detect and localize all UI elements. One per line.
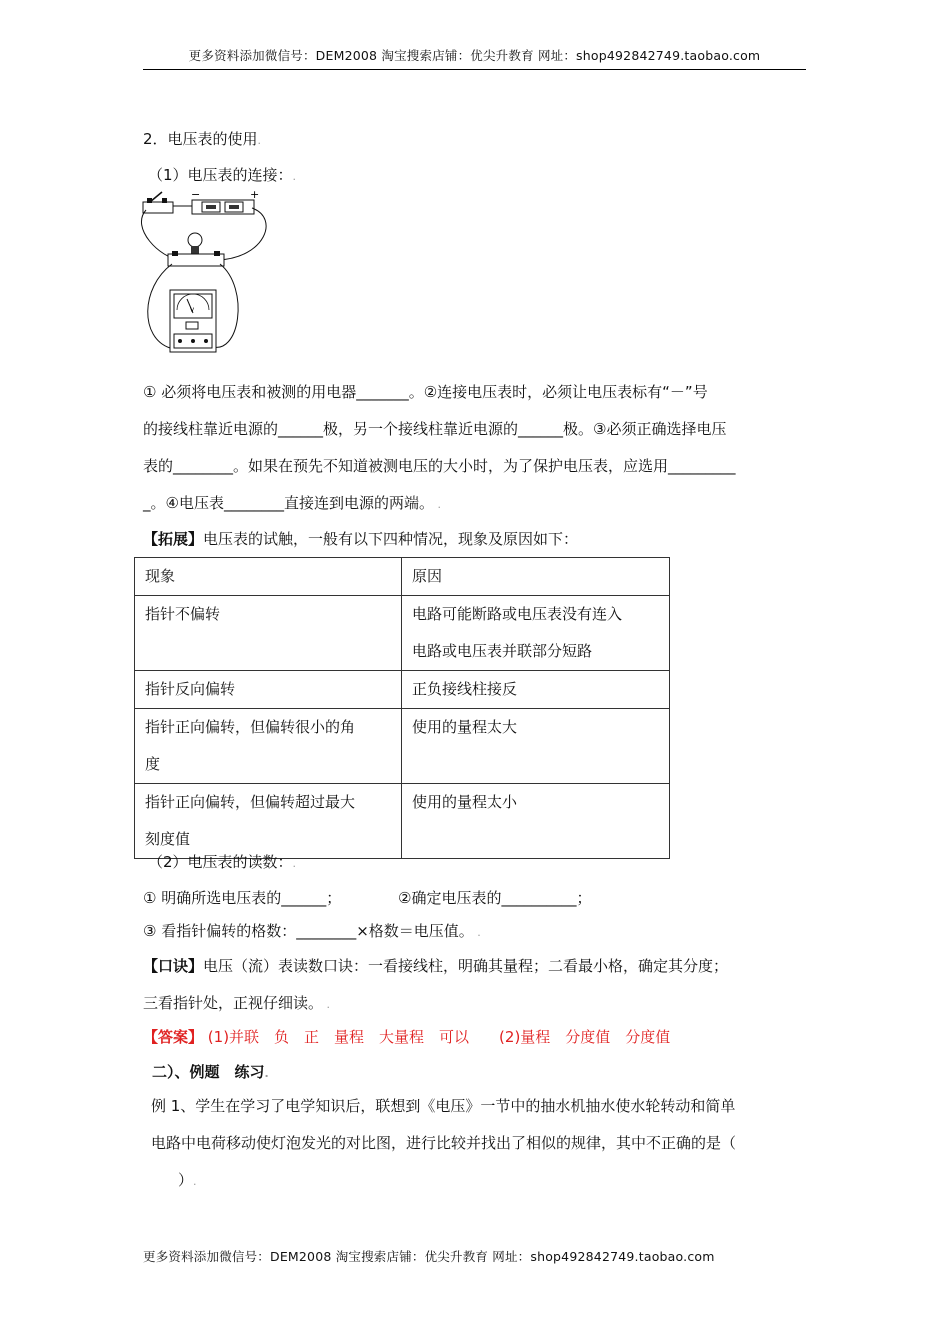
table-row	[135, 596, 670, 671]
switch-icon	[143, 192, 173, 213]
para1-line3: 表的________。如果在预先不知道被测电压的大小时，为了保护电压表，应选用_________	[143, 457, 736, 475]
cell-text: 正负接线柱接反	[412, 680, 518, 698]
example1-line3-text: ）	[178, 1171, 194, 1189]
row3-phenomenon	[135, 709, 402, 784]
row3-reason	[402, 709, 670, 784]
answer-prefix: 【答案】	[143, 1028, 204, 1046]
para1-line4: _。④电压表________直接连到电源的两端。 .	[143, 494, 441, 512]
rhyme-line2: 三看指针处，正视仔细读。 .	[143, 994, 331, 1012]
para1-line2: 的接线柱靠近电源的______极，另一个接线柱靠近电源的______极。③必须正确选择电压	[143, 420, 727, 438]
rhyme-text1: 电压（流）表读数口诀：一看接线柱，明确其量程；二看最小格，确定其分度；	[203, 957, 729, 975]
examples-title-text: 二）、例题 练习	[152, 1063, 265, 1081]
example1-line1: 例 1、学生在学习了电学知识后，联想到《电压》一节中的抽水机抽水使水轮转动和简单	[151, 1097, 736, 1115]
reading-title-text: （2）电压表的读数：	[148, 853, 293, 871]
reading-line1b: ②确定电压表的__________；	[398, 889, 592, 907]
cell-text: 使用的量程太大	[412, 718, 518, 736]
cell-text: 指针正向偏转，但偏转超过最大	[145, 793, 356, 811]
cell-text: 使用的量程太小	[412, 793, 518, 811]
para1-line1: ① 必须将电压表和被测的用电器_______。②连接电压表时，必须让电压表标有“－”号	[143, 383, 708, 401]
table-header-row	[135, 558, 670, 596]
voltmeter-trial-table	[134, 557, 670, 859]
voltmeter-icon	[170, 290, 216, 352]
answer-line	[143, 1026, 670, 1047]
page-header: 更多资料添加微信号：DEM2008 淘宝搜索店铺：优尖升教育 网址：shop492842749.taobao.com	[143, 46, 806, 70]
row2-phenomenon	[135, 671, 402, 709]
rhyme-line1	[143, 955, 728, 976]
header-reason: 原因	[402, 558, 670, 596]
row1-phenomenon	[135, 596, 402, 671]
cell-text: 指针不偏转	[145, 605, 221, 623]
section-title: 2．电压表的使用.	[143, 130, 262, 148]
voltmeter-circuit-figure	[140, 188, 280, 358]
meter-label: V	[190, 307, 195, 314]
answer-text: (1)并联 负 正 量程 大量程 可以 (2)量程 分度值 分度值	[207, 1028, 671, 1046]
section-title-text: 2．电压表的使用	[143, 130, 258, 148]
expand-prefix: 【拓展】	[143, 530, 204, 548]
examples-title: 二）、例题 练习.	[152, 1063, 269, 1081]
battery-icon	[191, 188, 259, 214]
row2-reason	[402, 671, 670, 709]
cell-text: 电路可能断路或电压表没有连入	[412, 605, 623, 623]
example1-line3: ）.	[178, 1171, 197, 1189]
reading-line2: ③ 看指针偏转的格数：________×格数＝电压值。 .	[143, 922, 481, 940]
lamp-icon	[168, 233, 224, 266]
cell-text: 刻度值	[145, 830, 191, 848]
table-row	[135, 671, 670, 709]
reading-line2-text: ③ 看指针偏转的格数：________×格数＝电压值。	[143, 922, 474, 940]
connect-title: （1）电压表的连接：.	[148, 166, 297, 184]
svg-text:+: +	[250, 188, 260, 201]
table-row	[135, 709, 670, 784]
cell-text: 度	[145, 755, 161, 773]
page-footer: 更多资料添加微信号：DEM2008 淘宝搜索店铺：优尖升教育 网址：shop492842749.taobao.com	[143, 1249, 715, 1264]
expand-text: 电压表的试触，一般有以下四种情况，现象及原因如下：	[203, 530, 579, 548]
cell-text: 指针反向偏转	[145, 680, 236, 698]
row4-phenomenon	[135, 784, 402, 859]
row1-reason	[402, 596, 670, 671]
table-row	[135, 784, 670, 859]
svg-text:−: −	[191, 188, 201, 201]
example1-line2: 电路中电荷移动使灯泡发光的对比图，进行比较并找出了相似的规律，其中不正确的是（	[151, 1134, 737, 1152]
reading-line1a: ① 明确所选电压表的______；	[143, 889, 342, 907]
row4-reason	[402, 784, 670, 859]
connect-title-text: （1）电压表的连接：	[148, 166, 293, 184]
expand-line	[143, 528, 578, 549]
rhyme-prefix: 【口诀】	[143, 957, 204, 975]
reading-title: （2）电压表的读数：.	[148, 853, 297, 871]
rhyme-text2: 三看指针处，正视仔细读。	[143, 994, 324, 1012]
header-phenomenon: 现象	[135, 558, 402, 596]
cell-text: 指针正向偏转，但偏转很小的角	[145, 718, 356, 736]
cell-text: 电路或电压表并联部分短路	[412, 642, 593, 660]
para1-line4-text: _。④电压表________直接连到电源的两端。	[143, 494, 434, 512]
